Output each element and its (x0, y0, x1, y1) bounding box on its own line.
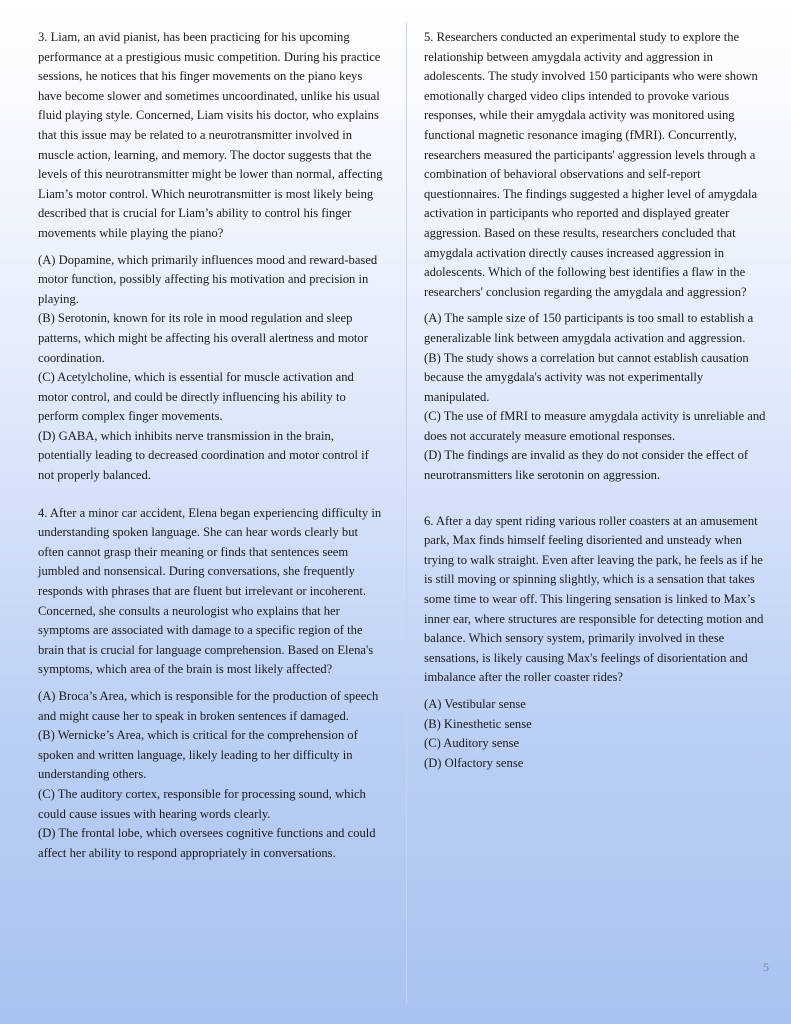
question-stem: 3. Liam, an avid pianist, has been practicing for his upcoming performance at a prestigious music competition. During his practice sessions, he notices that his finger movements on the piano keys have become slower and sometimes uncoordinated, unlike his usual fluid playing style. Concerned, Liam visits his doctor, who explains that this issue may be related to a neurotransmitter involved in muscle action, learning, and memory. The doctor suggests that the levels of this neurotransmitter might be lower than normal, affecting Liam’s motor control. Which neurotransmitter is most likely being described that is crucial for Liam’s ability to control his finger movements while playing the piano? (38, 30, 383, 240)
right-column (424, 28, 769, 773)
question-3 (38, 28, 386, 486)
answer-option: (B) Kinesthetic sense (424, 716, 532, 731)
column-divider (406, 22, 407, 1004)
answer-option: (D) GABA, which inhibits nerve transmission in the brain, potentially leading to decreased coordination and motor control if not properly balanced. (38, 428, 369, 483)
question-stem: 6. After a day spent riding various roller coasters at an amusement park, Max finds himself feeling disoriented and unsteady when trying to walk straight. Even after leaving the park, he feels as if he is still moving or spinning slightly, which is a sensation that takes some time to wear off. This lingering sensation is linked to Max’s inner ear, where structures are responsible for detecting motion and balance. Which sensory system, primarily involved in these sensations, is likely causing Max's feelings of disorientation and imbalance after the roller coaster rides? (424, 513, 764, 685)
answer-option: (B) Serotonin, known for its role in mood regulation and sleep patterns, which might be affecting his overall alertness and motor coordination. (38, 311, 368, 365)
page-number: 5 (763, 960, 769, 974)
question-6 (424, 512, 769, 774)
answer-option: (A) Dopamine, which primarily influences mood and reward-based motor function, possibly affecting his motivation and precision in playing. (38, 252, 378, 306)
answer-option: (D) Olfactory sense (424, 755, 524, 770)
answer-option: (C) Acetylcholine, which is essential for muscle activation and motor control, and could be directly influencing his ability to perform complex finger movements. (38, 370, 354, 424)
question-5 (424, 28, 769, 486)
answer-option: (C) The use of fMRI to measure amygdala activity is unreliable and does not accurately measure emotional responses. (424, 409, 766, 443)
answer-option: (B) The study shows a correlation but cannot establish causation because the amygdala's activity was not experimentally manipulated. (424, 350, 749, 404)
answer-option: (A) The sample size of 150 participants is too small to establish a generalizable link between amygdala activation and aggression. (424, 311, 754, 345)
answer-option: (A) Broca’s Area, which is responsible for the production of speech and might cause her to speak in broken sentences if damaged. (38, 689, 379, 723)
answer-option: (D) The frontal lobe, which oversees cognitive functions and could affect her ability to respond appropriately in conversations. (38, 826, 376, 860)
question-stem: 4. After a minor car accident, Elena began experiencing difficulty in understanding spoken language. She can hear words clearly but often cannot grasp their meaning or finds that sentences seem jumbled and nonsensical. During conversations, she frequently responds with phrases that are fluent but irrelevant or incoherent. Concerned, she consults a neurologist who explains that her symptoms are associated with damage to a specific region of the brain that is crucial for language comprehension. Based on Elena's symptoms, which area of the brain is most likely affected? (38, 505, 382, 677)
answer-option: (D) The findings are invalid as they do not consider the effect of neurotransmitters like serotonin on aggression. (424, 448, 749, 483)
answer-option: (C) The auditory cortex, responsible for processing sound, which could cause issues with hearing words clearly. (38, 786, 366, 821)
question-stem: 5. Researchers conducted an experimental study to explore the relationship between amygdala activity and aggression in adolescents. The study involved 150 participants who were shown emotionally charged video clips intended to provoke various responses, while their amygdala activity was monitored using functional magnetic resonance imaging (fMRI). Concurrently, researchers measured the participants' aggression levels through a combination of behavioral observations and self-report questionnaires. The findings suggested a higher level of amygdala activation in participants who reported and displayed greater aggression. Based on these results, researchers concluded that amygdala activation directly causes increased aggression in adolescents. Which of the following best identifies a flaw in the researchers' conclusion regarding the amygdala and aggression? (424, 30, 758, 299)
question-4 (38, 504, 386, 864)
answer-option: (C) Auditory sense (424, 736, 520, 751)
left-column (38, 28, 386, 863)
answer-option: (A) Vestibular sense (424, 697, 526, 711)
answer-option: (B) Wernicke’s Area, which is critical for the comprehension of spoken and written language, likely leading to her difficulty in understanding others. (38, 728, 358, 782)
